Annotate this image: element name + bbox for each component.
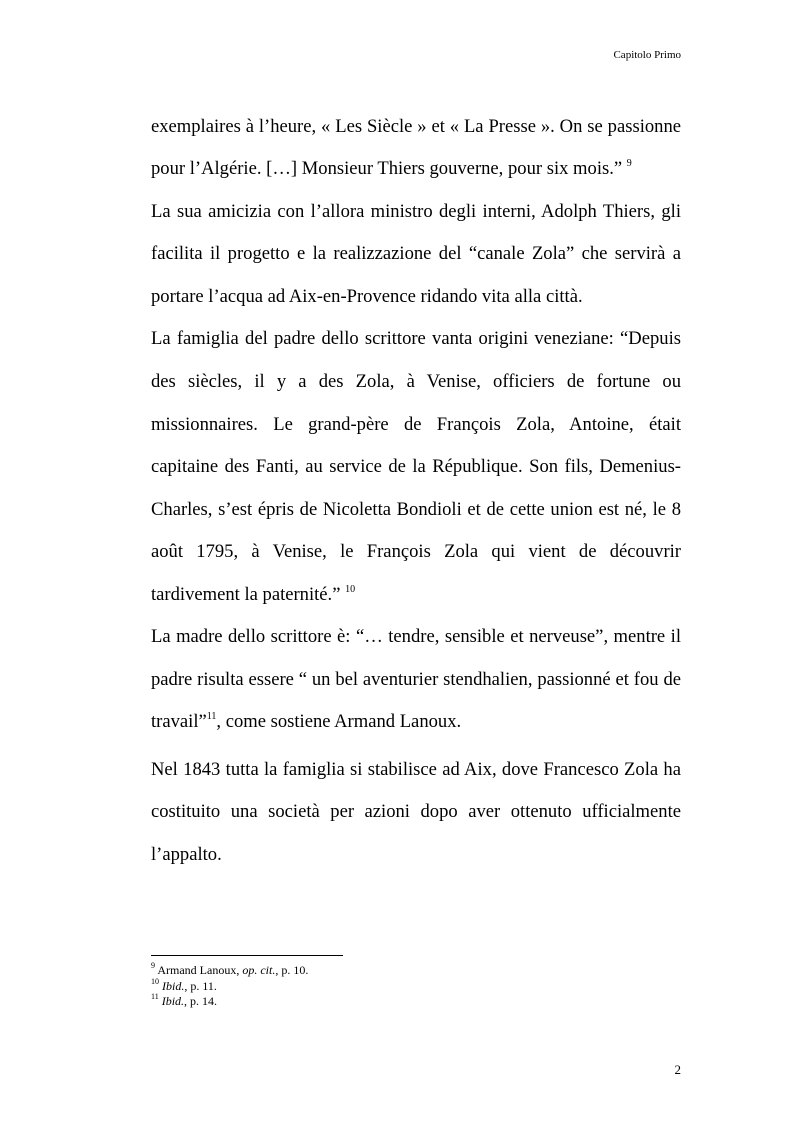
footnote: $^{11}$ Ibid., p. 14.: [151, 992, 218, 1008]
text-line: padre risulta essere “ un bel aventurier stendhalien, passionné et fou de: [151, 669, 681, 690]
text-line: exemplaires à l’heure, « Les Siècle » et « La Presse ». On se passionne: [151, 116, 681, 137]
text-line: tardivement la paternité.” $^{10}$: [151, 583, 356, 605]
text-line: costituito una società per azioni dopo aver ottenuto ufficialmente: [151, 801, 681, 822]
text-line: pour l’Algérie. […] Monsieur Thiers gouverne, pour six mois.” $^9$: [151, 157, 632, 179]
footnote-number: 9: [151, 961, 155, 970]
footnote-ref: 10: [345, 583, 356, 595]
text-line: portare l’acqua ad Aix-en-Provence ridando vita alla città.: [151, 286, 583, 307]
text-line: l’appalto.: [151, 844, 222, 865]
footnote: $^9$ Armand Lanoux, op. cit., p. 10.: [151, 961, 309, 977]
text-line: travail”$^{11}$, come sostiene Armand Lanoux.: [151, 710, 462, 732]
footnote-separator: [151, 955, 343, 956]
text-line: des siècles, il y a des Zola, à Venise, officiers de fortune ou: [151, 371, 681, 392]
text-line: août 1795, à Venise, le François Zola qui vient de découvrir: [151, 541, 681, 562]
text-line: facilita il progetto e la realizzazione del “canale Zola” che servirà a: [151, 243, 681, 264]
running-header: Capitolo Primo: [613, 49, 681, 61]
page-number: 2: [674, 1062, 681, 1077]
text-line: Charles, s’est épris de Nicoletta Bondioli et de cette union est né, le 8: [151, 499, 681, 520]
text-line: La madre dello scrittore è: “… tendre, sensible et nerveuse”, mentre il: [151, 626, 681, 647]
footnote: $^{10}$ Ibid., p. 11.: [151, 977, 217, 993]
footnote-number: 11: [151, 992, 159, 1001]
text-line: Nel 1843 tutta la famiglia si stabilisce ad Aix, dove Francesco Zola ha: [151, 759, 681, 780]
footnote-number: 10: [151, 977, 159, 986]
text-line: La sua amicizia con l’allora ministro degli interni, Adolph Thiers, gli: [151, 201, 681, 222]
footnote-ref: 9: [626, 157, 632, 169]
footnote-ref: 11: [206, 710, 217, 722]
text-line: capitaine des Fanti, au service de la République. Son fils, Demenius-: [151, 456, 681, 477]
text-line: La famiglia del padre dello scrittore vanta origini veneziane: “Depuis: [151, 328, 681, 349]
text-line: missionnaires. Le grand-père de François Zola, Antoine, était: [151, 414, 681, 435]
